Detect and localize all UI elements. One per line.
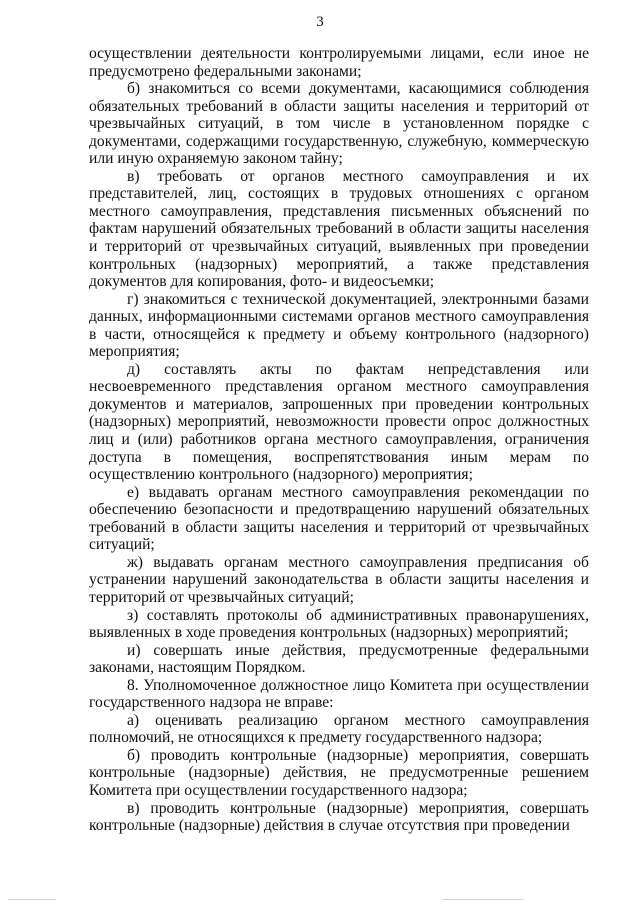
scan-mark-left: [8, 899, 56, 900]
paragraph-8-item-v: в) проводить контрольные (надзорные) мероприятия, совершать контрольные (надзорные) действия в случае отсутствия при проведении: [89, 799, 589, 835]
paragraph-item-g: г) знакомиться с технической документацией, электронными базами данных, информационными системами органов местного самоуправления в части, относящейся к предмету и объему контрольного (надзорного) мероприятия;: [89, 290, 589, 361]
paragraph-8-item-b: б) проводить контрольные (надзорные) мероприятия, совершать контрольные (надзорные) действия, не предусмотренные решением Комитета при осуществлении государственного надзора;: [89, 746, 589, 799]
paragraph-8-item-a: а) оценивать реализацию органом местного самоуправления полномочий, не относящихся к предмету государственного надзора;: [89, 711, 589, 747]
scan-mark-right: [442, 899, 524, 900]
paragraph-continuation: осуществлении деятельности контролируемыми лицами, если иное не предусмотрено федеральными законами;: [89, 45, 589, 80]
scan-footer-marks: [0, 897, 640, 905]
paragraph-item-i: и) совершать иные действия, предусмотренные федеральными законами, настоящим Порядком.: [89, 641, 589, 677]
paragraph-section-8: 8. Уполномоченное должностное лицо Комитета при осуществлении государственного надзора не вправе:: [89, 676, 589, 712]
paragraph-item-zh: ж) выдавать органам местного самоуправления предписания об устранении нарушений законодательства в области защиты населения и территорий от чрезвычайных ситуаций;: [89, 553, 589, 606]
paragraph-item-b: б) знакомиться со всеми документами, касающимися соблюдения обязательных требований в области защиты населения и территорий от чрезвычайных ситуаций, в том числе в установленном порядке с документами, содержащими государственную, служебную, коммерческую или иную охраняемую законом тайну;: [89, 80, 589, 168]
paragraph-item-z: з) составлять протоколы об административных правонарушениях, выявленных в ходе проведения контрольных (надзорных) мероприятий;: [89, 606, 589, 642]
paragraph-item-v: в) требовать от органов местного самоуправления и их представителей, лиц, состоящих в трудовых отношениях с органом местного самоуправления, представления письменных объяснений по фактам нарушений обязательных требований в области защиты населения и территорий от чрезвычайных ситуаций, выявленных при проведении контрольных (надзорных) мероприятий, а также представления документов для копирования, фото- и видеосъемки;: [89, 167, 589, 291]
document-body: [89, 45, 589, 835]
paragraph-item-d: д) составлять акты по фактам непредставления или несвоевременного представления органом местного самоуправления документов и материалов, запрошенных при проведении контрольных (надзорных) мероприятий, невозможности провести опрос должностных лиц и (или) работников органа местного самоуправления, ограничения доступа в помещения, воспрепятствования иным мерам по осуществлению контрольного (надзорного) мероприятия;: [89, 360, 589, 484]
page-number: 3: [316, 14, 324, 30]
paragraph-item-e: е) выдавать органам местного самоуправления рекомендации по обеспечению безопасности и предотвращению нарушений обязательных требований в области защиты населения и территорий от чрезвычайных ситуаций;: [89, 483, 589, 554]
